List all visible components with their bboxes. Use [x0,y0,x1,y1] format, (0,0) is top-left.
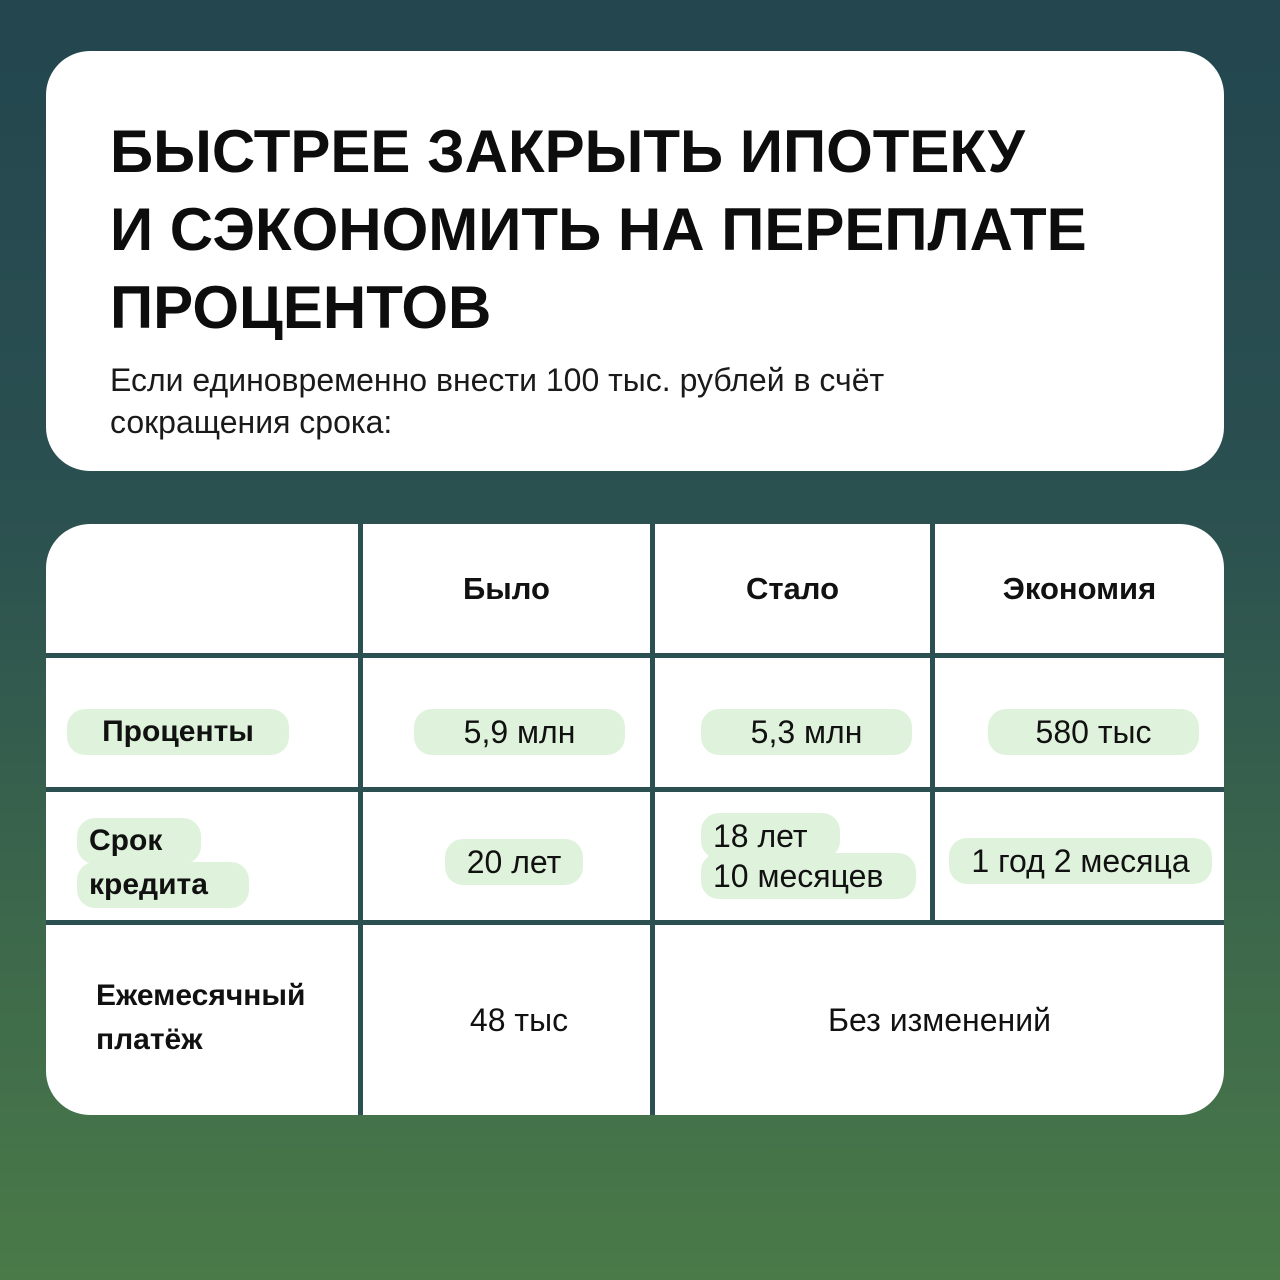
subtitle-line-1: Если единовременно внести 100 тыс. рублей в счёт [110,362,885,398]
row-label-term-line-2: кредита [77,862,249,908]
grid-line-horizontal-1 [46,653,1224,658]
row-label-payment-line-2: платёж [96,1023,203,1056]
header-card [46,51,1224,471]
interest-saving: 580 тыс [988,709,1199,755]
interest-before: 5,9 млн [414,709,625,755]
headline-line-3: ПРОЦЕНТОВ [110,274,492,341]
column-header-before: Было [463,570,550,606]
term-after-line-2: 10 месяцев [701,853,916,899]
payment-after-no-change: Без изменений [828,1001,1051,1038]
headline [110,113,1190,347]
headline-line-2: И СЭКОНОМИТЬ НА ПЕРЕПЛАТЕ [110,196,1087,263]
column-header-after: Стало [745,570,840,606]
interest-after: 5,3 млн [701,709,912,755]
row-label-term-line-1: Срок [77,818,201,864]
term-before: 20 лет [445,839,583,885]
row-label-interest: Проценты [67,709,289,755]
row-label-payment-line-1: Ежемесячный [96,979,306,1012]
column-header-saving: Экономия [1002,570,1157,606]
term-after-line-1: 18 лет [701,813,840,859]
headline-line-1: БЫСТРЕЕ ЗАКРЫТЬ ИПОТЕКУ [110,118,1025,185]
comparison-table [46,524,1224,1115]
subtitle [110,359,1110,443]
row-label-payment [96,974,356,1062]
payment-before: 48 тыс [469,1001,569,1038]
term-saving: 1 год 2 месяца [949,838,1212,884]
grid-line-horizontal-2 [46,787,1224,792]
subtitle-line-2: сокращения срока: [110,404,393,440]
